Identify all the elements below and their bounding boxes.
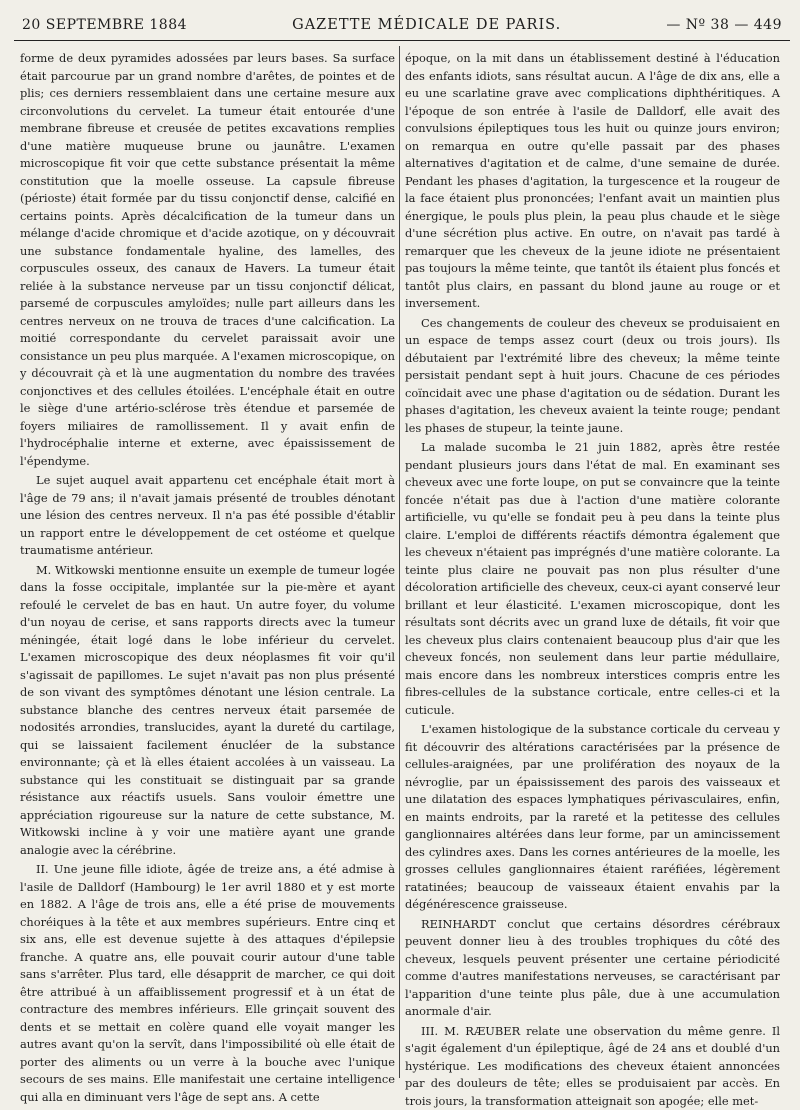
- paragraph: La malade sucomba le 21 juin 1882, après être restée pendant plusieurs jours dans l'état de mal. En examinant ses cheveux avec une forte loupe, on put se convaincre que la teinte foncée n'était pas due à l'action d'une matière colorante artificielle, vu qu'elle se fondait peu à peu dans la teinte plus claire. L'emploi de différents réactifs démontra également que les cheveux n'étaient pas imprégnés d'une matière colorante. La teinte plus claire ne pouvait pas non plus résulter d'une décoloration artificielle des cheveux, ceux-ci ayant conservé leur brillant et leur élasticité. L'examen microscopique, dont les résultats sont décrits avec un grand luxe de détails, fit voir que les cheveux plus clairs contenaient beaucoup plus d'air que les cheveux foncés, non seulement dans leur partie médullaire, mais encore dans les nombreux interstices compris entre les fibres-cellules de la substance corticale, entre celles-ci et la cuticule.: [405, 439, 780, 719]
- paragraph: REINHARDT conclut que certains désordres cérébraux peuvent donner lieu à des troubles trophiques du côté des cheveux, lesquels peuvent présenter une certaine périodicité comme d'autres manifestations nerveuses, se caractérisant par l'apparition d'une teinte plus pâle, due à une accumulation anormale d'air.: [405, 916, 780, 1021]
- running-header: [22, 12, 782, 38]
- paragraph: Le sujet auquel avait appartenu cet encéphale était mort à l'âge de 79 ans; il n'avait jamais présenté de troubles dénotant une lésion des centres nerveux. Il n'a pas été possible d'établir un rapport entre le développement de cet ostéome et quelque traumatisme antérieur.: [20, 472, 395, 560]
- journal-title: GAZETTE MÉDICALE DE PARIS.: [292, 17, 561, 33]
- paragraph: II. Une jeune fille idiote, âgée de treize ans, a été admise à l'asile de Dalldorf (Hambourg) le 1er avril 1880 et y est morte en 1882. A l'âge de trois ans, elle a été prise de mouvements choréiques à la tête et aux membres supérieurs. Entre cinq et six ans, elle est devenue sujette à des attaques d'épilepsie franche. A quatre ans, elle pouvait courir autour d'une table sans s'arrêter. Plus tard, elle désapprit de marcher, ce qui doit être attribué à un affaiblissement progressif et à un état de contracture des membres inférieurs. Elle grinçait souvent des dents et se mettait en colère quand elle voyait manger les autres avant qu'on la servît, dans l'impossibilité où elle était de porter des aliments ou un verre à la bouche avec l'unique secours de ses mains. Elle manifestait une certaine intelligence qui alla en diminuant vers l'âge de sept ans. A cette: [20, 861, 395, 1106]
- paragraph: époque, on la mit dans un établissement destiné à l'éducation des enfants idiots, sans résultat aucun. A l'âge de dix ans, elle a eu une scarlatine grave avec complications diphthéritiques. A l'époque de son entrée à l'asile de Dalldorf, elle avait des convulsions épileptiques tous les huit ou quinze jours environ; on remarqua en outre qu'elle passait par des phases alternatives d'agitation et de calme, d'une semaine de durée. Pendant les phases d'agitation, la turgescence et la rougeur de la face étaient plus prononcées; l'enfant avait un maintien plus énergique, le pouls plus plein, la peau plus chaude et le siège d'une sécrétion plus active. En outre, on n'avait pas tardé à remarquer que les cheveux de la jeune idiote ne présentaient pas toujours la même teinte, que tantôt ils étaient plus foncés et tantôt plus clairs, en passant du blond jaune au rouge or et inversement.: [405, 50, 780, 313]
- column-divider: [399, 46, 400, 1078]
- paragraph: III. M. RÆUBER relate une observation du même genre. Il s'agit également d'un épileptique, âgé de 24 ans et doublé d'un hystérique. Les modifications des cheveux étaient annoncées par des douleurs de tête; elles se produisaient par accès. En trois jours, la transformation atteignait son apogée; elle met-: [405, 1023, 780, 1110]
- paragraph: L'examen histologique de la substance corticale du cerveau y fit découvrir des altérations caractérisées par la présence de cellules-araignées, par une prolifération des noyaux de la névroglie, par un épaississement des parois des vaisseaux et une dilatation des espaces lymphatiques périvasculaires, enfin, en maints endroits, par la rareté et la petitesse des cellules ganglionnaires altérées dans leur forme, par un amincissement des cylindres axes. Dans les cornes antérieures de la moelle, les grosses cellules ganglionnaires étaient raréfiées, légèrement ratatinées; beaucoup de vaisseaux étaient envahis par la dégénérescence graisseuse.: [405, 721, 780, 914]
- issue-and-page-number: — Nº 38 — 449: [666, 17, 782, 33]
- paragraph: M. Witkowski mentionne ensuite un exemple de tumeur logée dans la fosse occipitale, implantée sur la pie-mère et ayant refoulé le cervelet de bas en haut. Un autre foyer, du volume d'un noyau de cerise, et sans rapports directs avec la tumeur méningée, était logé dans le lobe inférieur du cervelet. L'examen microscopique des deux néoplasmes fit voir qu'il s'agissait de papillomes. Le sujet n'avait pas non plus présenté de son vivant des symptômes dénotant une lésion centrale. La substance blanche des centres nerveux était parsemée de nodosités arrondies, translucides, ayant la dureté du cartilage, qui se laissaient facilement énucléer de la substance environnante; çà et là elles étaient accolées à un vaisseau. La substance qui les constituait se distinguait par sa grande résistance aux réactifs usuels. Sans vouloir émettre une appréciation rigoureuse sur la nature de cette substance, M. Witkowski incline à y voir une matière ayant une grande analogie avec la cérébrine.: [20, 562, 395, 860]
- header-date: 20 SEPTEMBRE 1884: [22, 17, 187, 33]
- right-column: [405, 50, 780, 1078]
- left-column: [20, 50, 395, 1078]
- paragraph: forme de deux pyramides adossées par leurs bases. Sa surface était parcourue par un grand nombre d'arêtes, de pointes et de plis; ces derniers ressemblaient dans une certaine mesure aux circonvolutions du cervelet. La tumeur était entourée d'une membrane fibreuse et creusée de petites excavations remplies d'une matière muqueuse brune ou jaunâtre. L'examen microscopique fit voir que cette substance présentait la même constitution que la moelle osseuse. La capsule fibreuse (périoste) était formée par du tissu conjonctif dense, calcifié en certains points. Après décalcification de la tumeur dans un mélange d'acide chromique et d'acide azotique, on y découvrait une substance fondamentale hyaline, des lamelles, des corpuscules osseux, des canaux de Havers. La tumeur était reliée à la substance nerveuse par un tissu conjonctif délicat, parsemé de corpuscules amyloïdes; nulle part ailleurs dans les centres nerveux on ne trouva de traces d'une calcification. La moitié correspondante du cervelet paraissait avoir une consistance un peu plus marquée. A l'examen microscopique, on y découvrait çà et là une augmentation du nombre des travées conjonctives et des cellules étoilées. L'encéphale était en outre le siège d'une artério-sclérose très étendue et parsemée de foyers miliaires de ramollissement. Il y avait enfin de l'hydrocéphalie interne et externe, avec épaississement de l'épendyme.: [20, 50, 395, 470]
- paragraph: Ces changements de couleur des cheveux se produisaient en un espace de temps assez court (deux ou trois jours). Ils débutaient par l'extrémité libre des cheveux; la même teinte persistait pendant sept à huit jours. Chacune de ces périodes coïncidait avec une phase d'agitation ou de sédation. Durant les phases d'agitation, les cheveux avaient la teinte rouge; pendant les phases de stupeur, la teinte jaune.: [405, 315, 780, 438]
- header-rule: [14, 40, 790, 41]
